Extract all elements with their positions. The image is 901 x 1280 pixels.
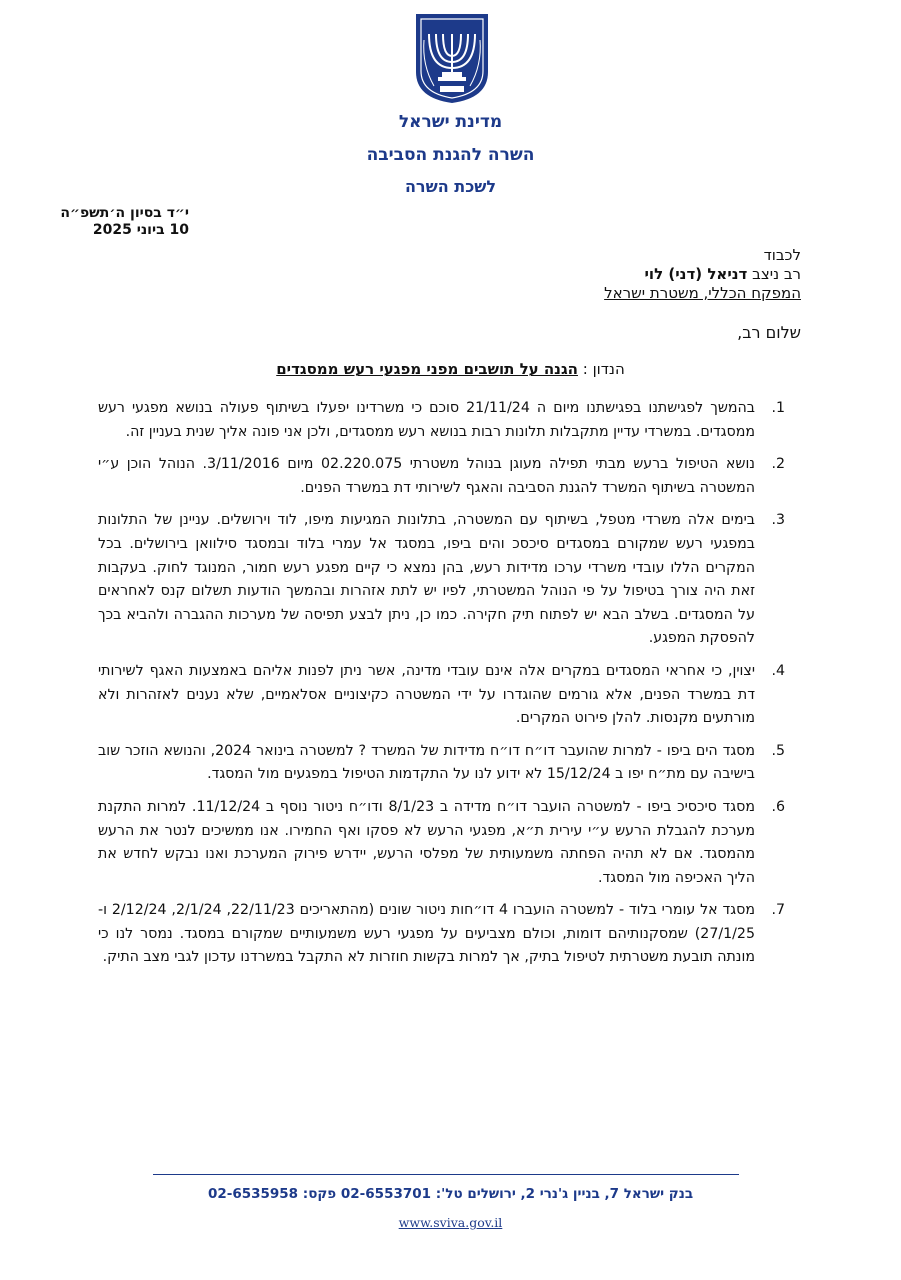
gregorian-date: 10 ביוני 2025 bbox=[92, 222, 189, 238]
subject-prefix: הנדון : bbox=[582, 360, 625, 378]
list-item-number: 7. bbox=[771, 902, 785, 919]
list-item-text: מסגד הים ביפו - למרות שהועבר דו״ח דו״ח מדידות של המשרד ? למשטרה בינואר 2024, והנושא הוזכר שוב בישיבה עם מת״ח יפו ב 15/12/24 לא ידוע לנו על התקדמות הטיפול במפגעים מול המסגד. bbox=[98, 742, 756, 783]
list-item-text: נושא הטיפול ברעש מבתי תפילה מעוגן בנוהל משטרתי 02.220.075 מיום 3/11/2016. הנוהל הוכן ע״י המשטרה בשיתוף המשרד להגנת הסביבה והאגף לשירותי דת במשרד הפנים. bbox=[98, 456, 755, 496]
list-item-text: מסגד אל עומרי בלוד - למשטרה הועברו 4 דו״חות ניטור שונים (מהתאריכים 22/11/23, 2/1/24, 2/12/24 ו- 27/1/25) שמסקנותיהם דומות, וכולם מצביעים על מפגעי רעש משמעותיים שמקורם במסגד. נמסר לנו כי מונתה תובעת משטרתית לטיפול בתיק, אך למרות בקשות חוזרות לא התקבל במשרדנו עדכון לגבי מצב התיק. bbox=[98, 902, 755, 966]
addressee-block bbox=[604, 246, 801, 303]
addressee-name: דניאל (דני) לוי bbox=[644, 265, 748, 283]
office-name: לשכת השרה bbox=[404, 177, 497, 196]
list-item bbox=[98, 899, 785, 970]
minister-title: השרה להגנת הסביבה bbox=[366, 145, 535, 165]
hebrew-date: י״ד בסיון ה׳תשפ״ה bbox=[60, 205, 189, 221]
list-item-text: בהמשך לפגישתנו בפגישתנו מיום ה 21/11/24 סוכם כי משרדינו יפעלו בשיתוף פעולה בנושא מפגעי רעש ממסגדים. במשרדי עדיין מתקבלות תלונות רבות בנושא רעש ממסגדים, ולכן אני פונה אליך שנית בעניין זה. bbox=[98, 400, 755, 440]
list-item bbox=[98, 453, 785, 500]
footer-divider bbox=[153, 1174, 739, 1175]
state-name: מדינת ישראל bbox=[398, 112, 503, 132]
list-item bbox=[98, 509, 785, 651]
list-item-text: מסגד סיכסיכ ביפו - למשטרה הועבר דו״ח מדידה ב 8/1/23 ודו״ח ניטור נוסף ב 11/12/24. למרות התקנת מערכת להגבלת הרעש ע״י עירית ת״א, מפגעי הרעש לא פסקו ואף החמירו. אנו ממשיכים לנטר את הרעש מהמסגד. אם לא תהיה הפחתה משמעותית של מפלסי הרעש, יידרש פירוק המערכת ואנו נבקש לחדש את הליך האכיפה מול המסגד. bbox=[98, 798, 755, 886]
list-item-number: 2. bbox=[771, 456, 785, 473]
list-item bbox=[98, 397, 785, 444]
state-emblem-icon bbox=[412, 10, 492, 105]
letter-date bbox=[60, 205, 189, 239]
addressee-title: המפקח הכללי, משטרת ישראל bbox=[604, 284, 801, 302]
list-item-number: 6. bbox=[771, 798, 785, 815]
list-item-number: 4. bbox=[771, 662, 785, 679]
list-item bbox=[98, 740, 785, 787]
addressee-to: לכבוד bbox=[763, 246, 801, 264]
subject-title: הגנה על תושבים מפני מפגעי רעש ממסגדים bbox=[276, 360, 578, 378]
addressee-line bbox=[604, 265, 801, 284]
list-item-number: 1. bbox=[771, 400, 785, 416]
list-item-text: בימים אלה משרדי מטפל, בשיתוף עם המשטרה, בתלונות המגיעות מיפו, לוד וירושלים. עניינן של התלונות במפגעי רעש שמקורם במסגדים סיכסכ והים ביפו, במסגד אל עמרי בלוד ובמסגד סילוואן בירושלים. בכל המקרים הללו עובדי משרדי ערכו מדידות רעש, בהן נמצא כי קיים מפגע רעש חמור, המנוגד לחוק. בעקבות זאת היה צורך בטיפול על פי הנוהל המשטרתי, לפיו יש לתת אזהרות ובהמשך הודעות תשלום קנס לאחראים על המסגדים. בשלב הבא יש לפתוח תיק חקירה. כמו כן, ניתן לבצע תפיסה של מערכות ההגברה ולהביא בכך להפסקת המפגע. bbox=[98, 512, 755, 647]
subject-line bbox=[0, 360, 901, 378]
website-link[interactable]: www.sviva.gov.il bbox=[398, 1215, 503, 1230]
list-item-number: 5. bbox=[771, 742, 785, 759]
numbered-list bbox=[98, 397, 785, 979]
greeting: שלום רב, bbox=[737, 323, 801, 342]
footer-address: בנק ישראל 7, בניין ג'נרי 2, ירושלים טל': 02-6553701 פקס: 02-6535958 bbox=[207, 1186, 694, 1202]
list-item bbox=[98, 796, 785, 890]
list-item bbox=[98, 660, 785, 731]
addressee-rank: רב ניצב bbox=[752, 265, 801, 283]
list-item-text: יצוין, כי אחראי המסגדים במקרים אלה אינם עובדי מדינה, אשר ניתן לפנות אליהם באמצעות האגף לשירותי דת במשרד הפנים, אלא גורמים שהוגדרו על ידי המשטרה כקיצוניים אסלאמיים, שלא נענים לאזהרות ולא מורתעים מקנסות. להלן פירוט המקרים. bbox=[98, 662, 755, 727]
list-item-number: 3. bbox=[771, 512, 785, 529]
